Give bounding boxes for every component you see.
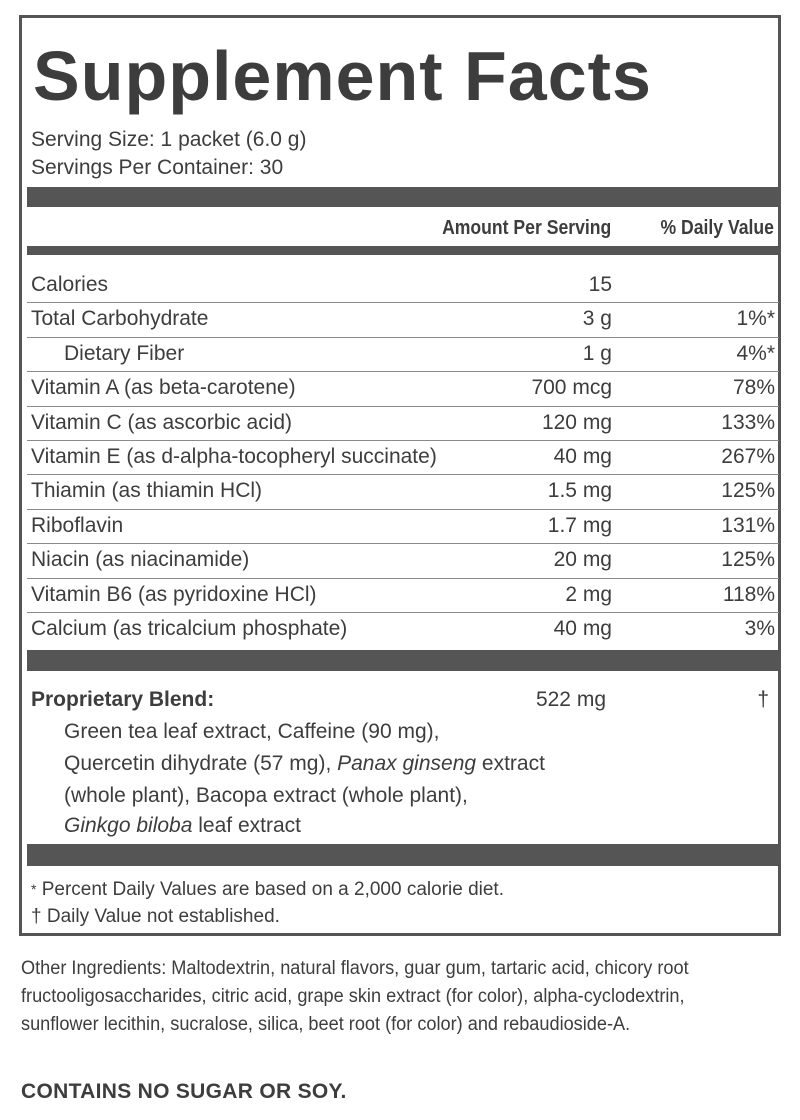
nutrient-label: Vitamin E (as d-alpha-tocopheryl succinate) bbox=[31, 445, 437, 468]
nutrient-daily-value: 267% bbox=[721, 445, 775, 468]
row-rule bbox=[27, 302, 779, 303]
nutrient-label: Riboflavin bbox=[31, 513, 124, 537]
nutrient-daily-value: 125% bbox=[721, 479, 775, 503]
serving-size: Serving Size: 1 packet (6.0 g) bbox=[31, 128, 307, 151]
nutrient-daily-value: 3% bbox=[744, 617, 775, 640]
thick-divider bbox=[27, 187, 779, 207]
nutrient-row bbox=[27, 371, 779, 405]
nutrient-label: Vitamin C (as ascorbic acid) bbox=[31, 410, 293, 434]
blend-ingredients-line: Green tea leaf extract, Caffeine (90 mg), bbox=[64, 720, 440, 743]
footnote-text: Percent Daily Values are based on a 2,000 calorie diet. bbox=[36, 879, 504, 900]
nutrient-label: Calories bbox=[31, 273, 109, 296]
nutrient-daily-value: 1%* bbox=[736, 307, 775, 331]
blend-ingredients-line: (whole plant), Bacopa extract (whole plant), bbox=[64, 784, 468, 807]
row-rule bbox=[27, 543, 779, 544]
blend-italic-text: Panax ginseng bbox=[337, 752, 477, 775]
nutrient-row bbox=[27, 474, 779, 508]
nutrient-amount: 15 bbox=[588, 273, 612, 296]
nutrient-label: Niacin (as niacinamide) bbox=[31, 548, 250, 572]
proprietary-blend-daily-value: † bbox=[757, 688, 769, 711]
nutrient-label: Thiamin (as thiamin HCl) bbox=[31, 479, 263, 503]
nutrient-row bbox=[27, 337, 779, 371]
nutrient-row bbox=[27, 578, 779, 612]
row-rule bbox=[27, 406, 779, 407]
nutrient-amount: 3 g bbox=[582, 307, 612, 331]
blend-text: Quercetin dihydrate (57 mg), bbox=[64, 752, 338, 775]
nutrient-daily-value: 131% bbox=[721, 513, 775, 537]
nutrient-amount: 1.5 mg bbox=[547, 479, 612, 503]
nutrient-amount: 2 mg bbox=[565, 582, 612, 606]
medium-divider bbox=[27, 246, 779, 255]
nutrient-daily-value: 125% bbox=[721, 548, 775, 572]
other-ingredients: Other Ingredients: Maltodextrin, natural flavors, guar gum, tartaric acid, chicory root fructooligosaccharides, citric acid, grape skin extract (for color), alpha-cyclodextrin, sunflower lecithin, sucralose, silica, beet root (for color) and rebaudioside-A. bbox=[21, 958, 689, 1035]
thick-divider bbox=[27, 650, 779, 671]
nutrient-label: Total Carbohydrate bbox=[31, 307, 209, 331]
asterisk-symbol: * bbox=[31, 881, 37, 897]
blend-text: extract bbox=[476, 752, 545, 775]
nutrient-daily-value: 78% bbox=[732, 376, 775, 400]
row-rule bbox=[27, 474, 779, 475]
nutrient-amount: 1 g bbox=[582, 341, 612, 365]
row-rule bbox=[27, 337, 779, 338]
footnote-daily-value-not-established: † Daily Value not established. bbox=[31, 906, 280, 927]
nutrient-row bbox=[27, 509, 779, 543]
nutrient-row bbox=[27, 612, 779, 646]
thick-divider bbox=[27, 844, 779, 866]
allergen-statement: CONTAINS NO SUGAR OR SOY. bbox=[21, 1080, 347, 1103]
blend-ingredients-line bbox=[64, 750, 545, 778]
row-rule bbox=[27, 612, 779, 613]
row-rule bbox=[27, 440, 779, 441]
proprietary-blend-amount: 522 mg bbox=[535, 688, 606, 711]
nutrient-amount: 1.7 mg bbox=[547, 513, 612, 537]
proprietary-blend-label: Proprietary Blend: bbox=[31, 688, 215, 711]
nutrient-daily-value: 118% bbox=[722, 582, 775, 606]
nutrient-label: Vitamin B6 (as pyridoxine HCl) bbox=[31, 582, 317, 606]
servings-per-container: Servings Per Container: 30 bbox=[31, 156, 284, 179]
nutrient-daily-value: 4%* bbox=[736, 341, 775, 365]
row-rule bbox=[27, 371, 779, 372]
row-rule bbox=[27, 578, 779, 579]
blend-italic-text: Ginkgo biloba bbox=[64, 814, 193, 837]
panel-title: Supplement Facts bbox=[33, 37, 652, 115]
nutrient-row bbox=[27, 268, 779, 302]
nutrient-amount: 120 mg bbox=[541, 410, 612, 434]
nutrient-row bbox=[27, 406, 779, 440]
nutrient-row bbox=[27, 543, 779, 577]
nutrient-amount: 20 mg bbox=[553, 548, 612, 572]
nutrient-row bbox=[27, 440, 779, 474]
header-daily-value: % Daily Value bbox=[660, 217, 774, 239]
footnote-percent-daily-values bbox=[31, 876, 504, 903]
row-rule bbox=[27, 509, 779, 510]
nutrient-amount: 40 mg bbox=[553, 617, 612, 640]
nutrient-label: Calcium (as tricalcium phosphate) bbox=[31, 617, 348, 640]
nutrient-daily-value: 133% bbox=[721, 410, 775, 434]
nutrient-amount: 40 mg bbox=[553, 445, 612, 468]
nutrient-amount: 700 mcg bbox=[531, 376, 612, 400]
blend-text: leaf extract bbox=[192, 814, 301, 837]
header-amount-per-serving: Amount Per Serving bbox=[441, 217, 611, 239]
blend-ingredients-line bbox=[64, 812, 301, 840]
nutrient-label: Vitamin A (as beta-carotene) bbox=[31, 376, 296, 400]
nutrient-label: Dietary Fiber bbox=[64, 341, 185, 365]
nutrient-row bbox=[27, 302, 779, 336]
supplement-facts-panel bbox=[19, 15, 781, 936]
